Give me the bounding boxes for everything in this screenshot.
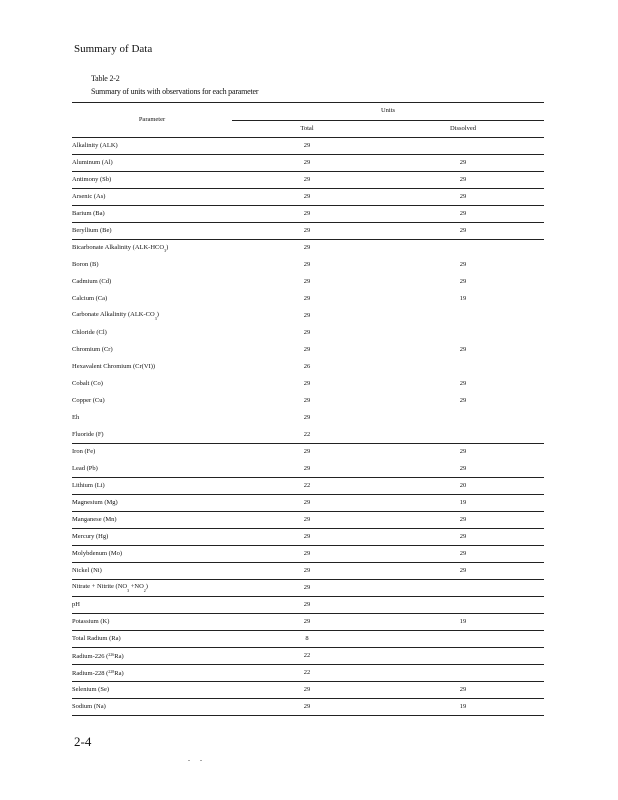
dissolved-count [382, 138, 544, 155]
dissolved-count: 29 [459, 260, 467, 268]
parameter-name: Lithium (Li) [72, 481, 105, 489]
table-row [72, 665, 544, 682]
total-count: 29 [303, 464, 311, 472]
parameter-name: Lead (Pb) [72, 464, 98, 472]
dissolved-count: 19 [459, 294, 467, 302]
parameter-name: Chloride (Cl) [72, 328, 107, 336]
total-count: 29 [232, 512, 382, 529]
total-count: 29 [303, 141, 311, 149]
dissolved-count: 29 [459, 345, 467, 353]
parameter-cell [72, 597, 232, 614]
isotope-mass: 228 [108, 668, 115, 674]
parameter-name: Selenium (Se) [72, 685, 110, 693]
dissolved-count [382, 325, 544, 342]
table-number: Table 2-2 [91, 74, 120, 83]
parameter-name: Nickel (Ni) [72, 566, 102, 574]
parameter-name: Bicarbonate Alkalinity (ALK-HCO [72, 243, 165, 251]
parameter-name: Copper (Cu) [72, 396, 105, 404]
parameter-name: Barium (Ba) [72, 209, 105, 217]
parameter-cell [72, 308, 232, 325]
table-row [72, 614, 544, 631]
total-count: 22 [232, 665, 382, 682]
total-count: 29 [232, 563, 382, 580]
parameter-name: Molybdenum (Mo) [72, 549, 123, 557]
table-row [72, 257, 544, 274]
parameter-name: Magnesium (Mg) [72, 498, 118, 506]
dissolved-count [382, 308, 544, 325]
table-row [72, 206, 544, 223]
table-row [72, 393, 544, 410]
table-row [72, 189, 544, 206]
header-total: Total [232, 121, 382, 138]
parameter-cell [72, 546, 232, 563]
total-count: 29 [232, 597, 382, 614]
parameter-suffix: +NO [129, 583, 144, 591]
table-row [72, 495, 544, 512]
parameter-cell [72, 206, 232, 223]
table-body [72, 138, 544, 716]
table-row [72, 172, 544, 189]
subscript: 3 [154, 315, 157, 321]
parameter-cell [72, 376, 232, 393]
table-row [72, 648, 544, 665]
parameter-suffix: ) [145, 583, 148, 591]
parameter-name: Sodium (Na) [72, 702, 106, 710]
total-count: 22 [232, 648, 382, 665]
dissolved-count: 29 [382, 206, 544, 223]
parameter-cell [72, 138, 232, 155]
table-title: Summary of units with observations for each parameter [91, 87, 259, 96]
dissolved-count: 29 [382, 155, 544, 172]
page-heading: Summary of Data [74, 43, 153, 55]
total-count: 29 [232, 172, 382, 189]
parameter-name: Carbonate Alkalinity (ALK-CO [72, 311, 155, 319]
total-count: 29 [232, 699, 382, 716]
dissolved-count [382, 240, 544, 257]
parameter-cell [72, 155, 232, 172]
isotope-mass: 226 [108, 651, 115, 657]
table-row [72, 682, 544, 699]
table-row [72, 427, 544, 444]
total-count: 26 [303, 362, 311, 370]
dissolved-count [382, 427, 544, 444]
parameter-name: Potassium (K) [72, 617, 110, 625]
parameter-cell [72, 444, 232, 461]
dissolved-count [382, 665, 544, 682]
table-row [72, 529, 544, 546]
dissolved-count: 29 [382, 172, 544, 189]
dissolved-count: 29 [382, 512, 544, 529]
parameter-name: Boron (B) [72, 260, 99, 268]
total-count: 29 [232, 580, 382, 597]
dissolved-count: 29 [459, 396, 467, 404]
table-row [72, 444, 544, 461]
table-row [72, 342, 544, 359]
parameter-cell [72, 495, 232, 512]
parameter-cell [72, 580, 232, 597]
dissolved-count [382, 597, 544, 614]
footer-dots: . . [188, 754, 206, 763]
parameter-name: Cadmium (Cd) [72, 277, 112, 285]
total-count: 29 [303, 379, 311, 387]
parameter-cell [72, 291, 232, 308]
dissolved-count: 20 [382, 478, 544, 495]
table-row [72, 240, 544, 257]
table-row [72, 699, 544, 716]
table-row [72, 308, 544, 325]
total-count: 29 [232, 155, 382, 172]
dissolved-count: 29 [382, 563, 544, 580]
dissolved-count: 29 [459, 277, 467, 285]
parameter-name: Arsenic (As) [72, 192, 106, 200]
total-count: 8 [232, 631, 382, 648]
dissolved-count: 29 [382, 223, 544, 240]
table-row [72, 512, 544, 529]
dissolved-count: 29 [382, 444, 544, 461]
table-row [72, 359, 544, 376]
parameter-name: Fluoride (F) [72, 430, 104, 438]
parameter-name: Total Radium (Ra) [72, 634, 121, 642]
dissolved-count: 29 [382, 529, 544, 546]
parameter-cell [72, 461, 232, 478]
parameter-cell [72, 359, 232, 376]
total-count: 29 [303, 345, 311, 353]
dissolved-count: 29 [382, 682, 544, 699]
parameter-suffix: ) [166, 243, 169, 251]
parameter-name: Beryllium (Be) [72, 226, 112, 234]
parameter-name: Nitrate + Nitrite (NO [72, 583, 128, 591]
table-row [72, 410, 544, 427]
parameter-name: Hexavalent Chromium (Cr(VI)) [72, 362, 156, 370]
table-row [72, 597, 544, 614]
parameter-cell [72, 172, 232, 189]
total-count: 29 [303, 294, 311, 302]
header-units: Units [232, 103, 544, 121]
parameter-name: Radium-226 ( [72, 652, 109, 660]
parameter-name: Alkalinity (ALK) [72, 141, 118, 149]
parameter-cell [72, 257, 232, 274]
parameter-cell [72, 223, 232, 240]
parameter-cell [72, 427, 232, 444]
dissolved-count: 19 [382, 495, 544, 512]
parameter-suffix: Ra) [114, 669, 124, 677]
parameter-cell [72, 240, 232, 257]
total-count: 29 [303, 260, 311, 268]
parameter-name: Calcium (Ca) [72, 294, 108, 302]
parameter-cell [72, 682, 232, 699]
parameter-cell [72, 665, 232, 682]
parameter-cell [72, 529, 232, 546]
dissolved-count [382, 648, 544, 665]
total-count: 22 [303, 430, 311, 438]
parameter-cell [72, 648, 232, 665]
parameter-cell [72, 614, 232, 631]
total-count: 29 [303, 413, 311, 421]
units-summary-table [72, 102, 544, 716]
parameter-cell [72, 393, 232, 410]
total-count: 29 [232, 223, 382, 240]
table-row [72, 461, 544, 478]
parameter-cell [72, 189, 232, 206]
parameter-name: Eh [72, 413, 80, 421]
total-count: 29 [232, 682, 382, 699]
total-count: 29 [232, 189, 382, 206]
total-count: 29 [232, 206, 382, 223]
dissolved-count: 29 [382, 546, 544, 563]
parameter-suffix: ) [156, 311, 159, 319]
table-row [72, 580, 544, 597]
table-row [72, 155, 544, 172]
parameter-name: pH [72, 600, 80, 608]
table-row [72, 376, 544, 393]
total-count: 29 [232, 240, 382, 257]
parameter-cell [72, 631, 232, 648]
table-row [72, 223, 544, 240]
header-dissolved: Dissolved [382, 121, 544, 138]
header-parameter: Parameter [72, 103, 232, 138]
parameter-cell [72, 563, 232, 580]
dissolved-count: 29 [459, 379, 467, 387]
table-row [72, 325, 544, 342]
parameter-name: Iron (Fe) [72, 448, 96, 455]
subscript: 3 [164, 247, 167, 253]
parameter-cell [72, 325, 232, 342]
total-count: 29 [232, 495, 382, 512]
dissolved-count: 29 [459, 464, 467, 472]
table-row [72, 138, 544, 155]
parameter-cell [72, 274, 232, 291]
dissolved-count [382, 631, 544, 648]
total-count: 29 [232, 444, 382, 461]
table-row [72, 478, 544, 495]
total-count: 29 [303, 277, 311, 285]
parameter-cell [72, 478, 232, 495]
parameter-cell [72, 512, 232, 529]
total-count: 29 [303, 311, 311, 319]
dissolved-count: 19 [382, 699, 544, 716]
total-count: 29 [232, 546, 382, 563]
dissolved-count [382, 580, 544, 597]
parameter-cell [72, 699, 232, 716]
dissolved-count: 29 [382, 189, 544, 206]
total-count: 29 [303, 396, 311, 404]
table-row [72, 546, 544, 563]
dissolved-count: 19 [382, 614, 544, 631]
parameter-cell [72, 342, 232, 359]
total-count: 29 [232, 529, 382, 546]
subscript: 2 [143, 587, 146, 593]
parameter-name: Manganese (Mn) [72, 515, 117, 523]
parameter-name: Chromium (Cr) [72, 345, 113, 353]
page-number: 2-4 [74, 734, 92, 749]
parameter-suffix: Ra) [114, 652, 124, 660]
subscript: 3 [127, 587, 130, 593]
dissolved-count [382, 410, 544, 427]
table-row [72, 563, 544, 580]
table-row [72, 631, 544, 648]
total-count: 29 [232, 614, 382, 631]
parameter-name: Cobalt (Co) [72, 379, 103, 387]
table-row [72, 274, 544, 291]
dissolved-count [382, 359, 544, 376]
parameter-name: Mercury (Hg) [72, 532, 109, 540]
total-count: 22 [232, 478, 382, 495]
parameter-cell [72, 410, 232, 427]
total-count: 29 [303, 328, 311, 336]
table-row [72, 291, 544, 308]
parameter-name: Radium-228 ( [72, 669, 109, 677]
parameter-name: Antimony (Sb) [72, 175, 112, 183]
parameter-name: Aluminum (Al) [72, 158, 113, 166]
